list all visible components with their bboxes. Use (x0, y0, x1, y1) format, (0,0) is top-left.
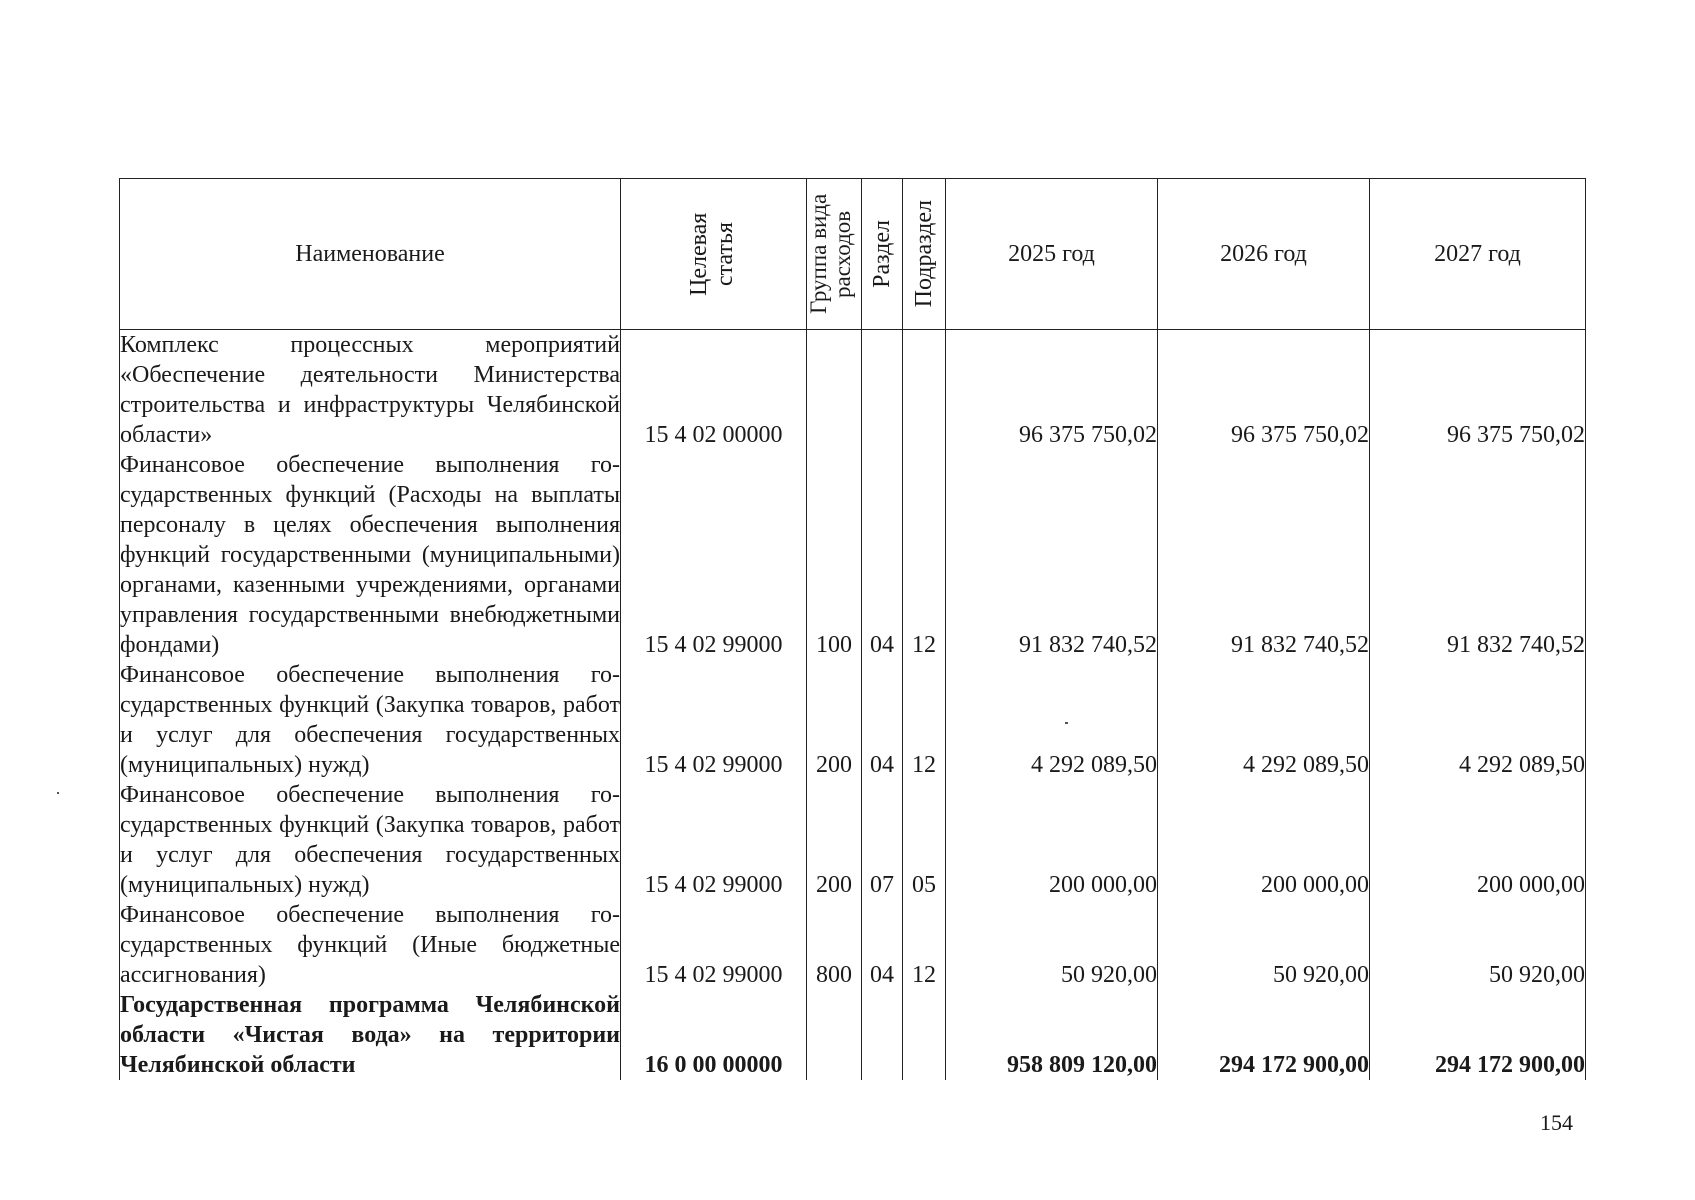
row-value-2026: 96 375 750,02 (1158, 330, 1370, 451)
row-expense-group (807, 990, 862, 1080)
header-year-2026 (1158, 179, 1370, 330)
row-value-2025: 4 292 089,50 (946, 660, 1158, 780)
table-header-row (120, 179, 1586, 330)
scan-speck (57, 792, 59, 794)
header-section (862, 179, 903, 330)
header-section-label: Раздел (869, 220, 895, 288)
row-value-2027: 91 832 740,52 (1370, 450, 1586, 660)
header-name (120, 179, 621, 330)
row-target-article: 15 4 02 99000 (621, 450, 807, 660)
row-value-2026: 4 292 089,50 (1158, 660, 1370, 780)
row-value-2027: 200 000,00 (1370, 780, 1586, 900)
table-row (120, 450, 1586, 660)
row-value-2027: 50 920,00 (1370, 900, 1586, 990)
row-section: 04 (862, 450, 903, 660)
row-name: Финансовое обеспечение выполнения государственных функций (Расходы на выплаты персоналу в целях обеспечения выполнения функций государственными (муниципальными) органами, казенными учреждениями, органами управления государственными внебюджетными фондами) (120, 452, 620, 658)
row-expense-group: 200 (807, 660, 862, 780)
row-value-2026: 91 832 740,52 (1158, 450, 1370, 660)
row-value-2026: 294 172 900,00 (1158, 990, 1370, 1080)
row-value-2026: 200 000,00 (1158, 780, 1370, 900)
row-target-article: 15 4 02 99000 (621, 660, 807, 780)
row-name: Финансовое обеспечение выполнения государственных функций (Закупка товаров, работ и услуг для обеспечения государственных (муниципальных) нужд) (120, 662, 620, 778)
row-name: Финансовое обеспечение выполнения государственных функций (Закупка товаров, работ и услуг для обеспечения государственных (муниципальных) нужд) (120, 782, 620, 898)
row-section: 04 (862, 900, 903, 990)
table-row (120, 660, 1586, 780)
row-section (862, 330, 903, 451)
header-year-2027-label: 2027 год (1434, 241, 1521, 267)
header-subsection-label: Подраздел (911, 200, 937, 308)
row-expense-group (807, 330, 862, 451)
row-value-2025: 50 920,00 (946, 900, 1158, 990)
header-expense-group-label: Группа вида расходов (806, 193, 855, 315)
row-value-2027: 294 172 900,00 (1370, 990, 1586, 1080)
row-value-2025: 200 000,00 (946, 780, 1158, 900)
row-subsection (903, 990, 946, 1080)
scan-speck (1065, 722, 1068, 724)
row-name: Государственная программа Челябинской области «Чистая вода» на территории Челябинской области (120, 992, 620, 1078)
row-value-2025: 96 375 750,02 (946, 330, 1158, 451)
header-year-2026-label: 2026 год (1220, 241, 1307, 267)
header-year-2025 (946, 179, 1158, 330)
row-name: Комплекс процессных мероприятий «Обеспечение деятельности Министерства строительства и инфраструктуры Челябинской области» (120, 330, 621, 451)
row-value-2025: 958 809 120,00 (946, 990, 1158, 1080)
header-year-2025-label: 2025 год (1008, 241, 1095, 267)
row-subsection: 05 (903, 780, 946, 900)
header-name-label: Наименование (295, 241, 445, 267)
row-value-2025: 91 832 740,52 (946, 450, 1158, 660)
header-target-article-label: Целевая статья (685, 212, 738, 296)
table-row (120, 780, 1586, 900)
header-expense-group (807, 179, 862, 330)
row-value-2026: 50 920,00 (1158, 900, 1370, 990)
row-section: 04 (862, 660, 903, 780)
row-expense-group: 200 (807, 780, 862, 900)
header-target-article (621, 179, 807, 330)
row-target-article: 16 0 00 00000 (621, 990, 807, 1080)
row-subsection (903, 330, 946, 451)
row-target-article: 15 4 02 99000 (621, 900, 807, 990)
row-subsection: 12 (903, 450, 946, 660)
table-row (120, 330, 1586, 451)
row-value-2027: 4 292 089,50 (1370, 660, 1586, 780)
table-row-program-total (120, 990, 1586, 1080)
row-name: Финансовое обеспечение выполнения государственных функций (Иные бюджетные ассигнования) (120, 902, 620, 988)
row-value-2027: 96 375 750,02 (1370, 330, 1586, 451)
budget-table (119, 178, 1586, 1080)
page-number: 154 (1540, 1110, 1573, 1135)
row-section (862, 990, 903, 1080)
row-section: 07 (862, 780, 903, 900)
header-year-2027 (1370, 179, 1586, 330)
row-expense-group: 100 (807, 450, 862, 660)
row-target-article: 15 4 02 99000 (621, 780, 807, 900)
table-row (120, 900, 1586, 990)
row-subsection: 12 (903, 660, 946, 780)
row-subsection: 12 (903, 900, 946, 990)
header-subsection (903, 179, 946, 330)
row-target-article: 15 4 02 00000 (621, 330, 807, 451)
row-expense-group: 800 (807, 900, 862, 990)
